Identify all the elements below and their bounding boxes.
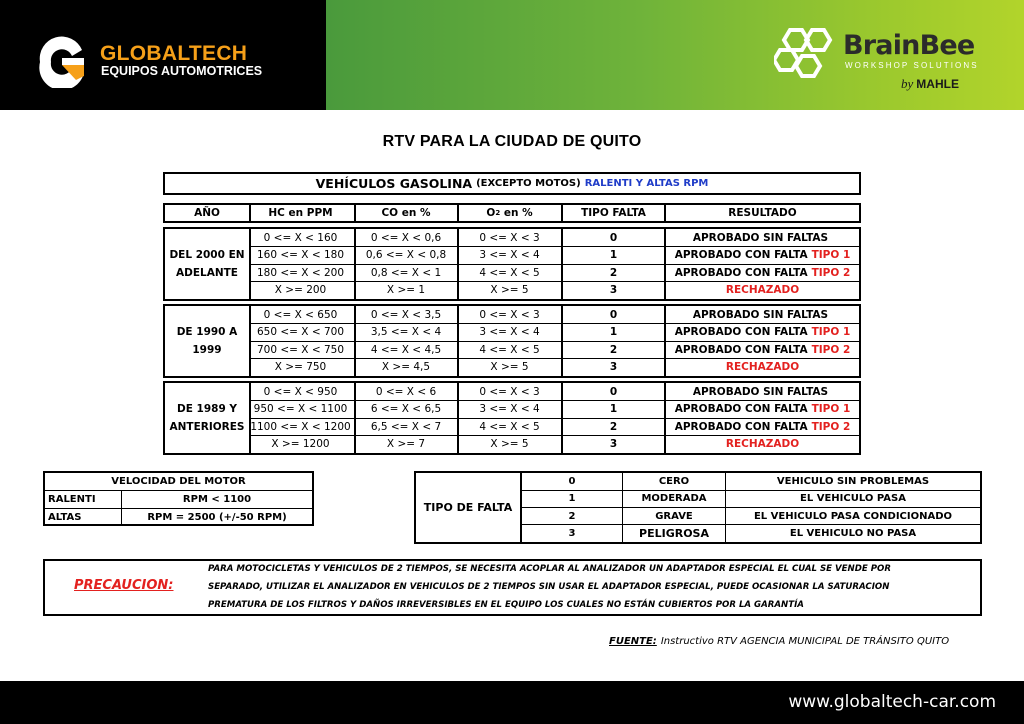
result-tag: TIPO 2	[811, 266, 851, 279]
col-o2-prefix: O	[486, 207, 496, 219]
co-range-cell: 4 <= X < 4,5	[370, 343, 442, 356]
fault-num-cell: 2	[568, 510, 576, 522]
year-group-1989	[163, 381, 861, 455]
result-tag: TIPO 1	[811, 403, 851, 416]
fault-num-cell: 3	[568, 527, 576, 539]
col-o2-suffix: en %	[500, 207, 533, 219]
o2-range-cell: 4 <= X < 5	[479, 420, 540, 433]
partner-tagline: WORKSHOP SOLUTIONS	[845, 61, 979, 70]
year-range-line: DEL 2000 EN	[169, 249, 245, 261]
hc-range-cell: X >= 1200	[271, 438, 330, 451]
result-cell	[666, 229, 859, 247]
result-tag: RECHAZADO	[725, 361, 800, 374]
engine-speed-value: RPM = 2500 (+/-50 RPM)	[147, 512, 287, 523]
tipo-range-cell: 2	[609, 420, 618, 433]
result-cell	[666, 264, 859, 282]
result-text: APROBADO CON FALTA	[674, 326, 808, 339]
result-text: APROBADO CON FALTA	[674, 343, 808, 356]
fault-desc-cell: VEHICULO SIN PROBLEMAS	[776, 476, 930, 488]
fault-name-cell: GRAVE	[655, 510, 693, 522]
o2-range-cell: 4 <= X < 5	[479, 343, 540, 356]
co-range-cell: 6 <= X < 6,5	[370, 403, 442, 416]
year-range-label	[165, 229, 249, 299]
partner-by-line	[901, 76, 959, 92]
result-text: APROBADO CON FALTA	[674, 249, 808, 262]
website-link[interactable]: www.globaltech-car.com	[788, 692, 996, 712]
source-label: FUENTE:	[609, 636, 657, 647]
tipo-range-cell: 0	[609, 385, 618, 398]
tipo-range-cell: 3	[609, 361, 618, 374]
tipo-range-cell: 1	[609, 249, 618, 262]
result-tag: TIPO 2	[811, 343, 851, 356]
result-tag: TIPO 1	[811, 249, 851, 262]
result-cell	[666, 324, 859, 342]
engine-speed-label: RALENTI	[48, 494, 96, 505]
fault-desc-cell: EL VEHICULO NO PASA	[789, 527, 917, 539]
brand-title: GLOBALTECH	[100, 42, 248, 65]
o2-range-cell: 4 <= X < 5	[479, 266, 540, 279]
globaltech-g-logo-icon	[32, 36, 92, 88]
o2-range-cell: X >= 5	[490, 361, 529, 374]
page-title: RTV PARA LA CIUDAD DE QUITO	[382, 133, 642, 150]
result-tag: RECHAZADO	[725, 284, 800, 297]
col-o2	[459, 205, 560, 221]
hc-range-cell: 160 <= X < 180	[256, 249, 345, 262]
result-text: APROBADO SIN FALTAS	[692, 231, 829, 244]
year-range-label	[165, 306, 249, 376]
tipo-range-cell: 2	[609, 343, 618, 356]
result-tag: RECHAZADO	[725, 438, 800, 451]
o2-range-cell: 3 <= X < 4	[479, 326, 540, 339]
col-result: RESULTADO	[728, 207, 797, 219]
tipo-range-cell: 1	[609, 403, 618, 416]
year-group-2000	[163, 227, 861, 301]
result-cell	[666, 341, 859, 359]
hc-range-cell: 650 <= X < 700	[256, 326, 345, 339]
co-range-cell: X >= 4,5	[381, 361, 431, 374]
co-range-cell: 6,5 <= X < 7	[370, 420, 442, 433]
co-range-cell: 0 <= X < 3,5	[370, 308, 442, 321]
hc-range-cell: 1100 <= X < 1200	[250, 420, 351, 433]
result-text: APROBADO SIN FALTAS	[692, 308, 829, 321]
result-text: APROBADO CON FALTA	[674, 403, 808, 416]
tipo-range-cell: 0	[609, 308, 618, 321]
tipo-range-cell: 3	[609, 284, 618, 297]
col-co: CO en %	[381, 207, 431, 219]
partner-by-text: by	[901, 76, 914, 91]
engine-speed-value: RPM < 1100	[182, 494, 252, 505]
globaltech-logo-panel	[0, 0, 326, 110]
fault-num-cell: 0	[568, 476, 576, 488]
hc-range-cell: X >= 750	[274, 361, 327, 374]
result-cell	[666, 418, 859, 436]
co-range-cell: 0,6 <= X < 0,8	[365, 249, 447, 262]
co-range-cell: X >= 7	[386, 438, 426, 451]
column-header-row	[163, 203, 861, 223]
fault-num-cell: 1	[568, 493, 576, 505]
fault-name-cell: MODERADA	[641, 493, 707, 505]
hc-range-cell: X >= 200	[274, 284, 327, 297]
brainbee-hexagon-icon	[774, 28, 836, 80]
result-cell	[666, 282, 859, 300]
precaution-text-line: PREMATURA DE LOS FILTROS Y DAÑOS IRREVERSIBLES EN EL EQUIPO LOS CUALES NO ESTÁN CUBIERTOS POR LA GARANTÍA	[208, 600, 804, 610]
tipo-range-cell: 3	[609, 438, 618, 451]
hc-range-cell: 180 <= X < 200	[256, 266, 345, 279]
result-cell	[666, 359, 859, 377]
o2-range-cell: 0 <= X < 3	[479, 385, 540, 398]
co-range-cell: 0 <= X < 0,6	[370, 231, 442, 244]
engine-speed-title: VELOCIDAD DEL MOTOR	[111, 476, 246, 487]
hc-range-cell: 700 <= X < 750	[256, 343, 345, 356]
result-tag: TIPO 2	[811, 420, 851, 433]
section-mode: RALENTI Y ALTAS RPM	[584, 178, 709, 189]
co-range-cell: 0 <= X < 6	[375, 385, 437, 398]
o2-range-cell: X >= 5	[490, 438, 529, 451]
result-cell	[666, 247, 859, 265]
fault-name-cell: CERO	[658, 476, 690, 488]
year-range-line: ADELANTE	[176, 267, 238, 279]
year-range-line: DE 1989 Y	[176, 403, 238, 415]
partner-parent-name: MAHLE	[916, 77, 959, 91]
col-fault-type: TIPO FALTA	[581, 207, 646, 219]
result-text: APROBADO CON FALTA	[674, 266, 808, 279]
section-title: VEHÍCULOS GASOLINA	[315, 176, 473, 191]
co-range-cell: 3,5 <= X < 4	[370, 326, 442, 339]
result-cell	[666, 306, 859, 324]
tipo-range-cell: 2	[609, 266, 618, 279]
page-header	[0, 0, 1024, 110]
source-note	[609, 636, 949, 647]
precaution-text-line: PARA MOTOCICLETAS Y VEHICULOS DE 2 TIEMPOS, SE NECESITA ACOPLAR AL ANALIZADOR UN ADAPTADOR ESPECIAL EL CUAL SE VENDE POR	[208, 564, 891, 574]
precaution-text-line: SEPARADO, UTILIZAR EL ANALIZADOR EN VEHICULOS DE 2 TIEMPOS SIN USAR EL ADAPTADOR ESPECIAL, PUEDE OCASIONAR LA SATURACION	[208, 582, 890, 592]
page-footer	[0, 681, 1024, 724]
col-o2-sub: 2	[495, 209, 501, 217]
year-group-1990	[163, 304, 861, 378]
result-cell	[666, 383, 859, 401]
co-range-cell: X >= 1	[386, 284, 426, 297]
fault-desc-cell: EL VEHICULO PASA	[800, 493, 906, 505]
fault-desc-cell: EL VEHICULO PASA CONDICIONADO	[753, 510, 953, 522]
section-header	[163, 172, 861, 195]
col-hc: HC en PPM	[268, 207, 333, 219]
year-range-line: DE 1990 A	[176, 326, 238, 338]
o2-range-cell: 0 <= X < 3	[479, 231, 540, 244]
o2-range-cell: 3 <= X < 4	[479, 403, 540, 416]
precaution-label: PRECAUCION:	[74, 578, 174, 593]
hc-range-cell: 0 <= X < 650	[263, 308, 338, 321]
result-cell	[666, 436, 859, 454]
year-range-label	[165, 383, 249, 453]
tipo-range-cell: 1	[609, 326, 618, 339]
year-range-line: 1999	[192, 344, 222, 356]
engine-speed-table	[43, 471, 314, 526]
co-range-cell: 0,8 <= X < 1	[370, 266, 442, 279]
section-qualifier: (EXCEPTO MOTOS)	[476, 178, 581, 189]
o2-range-cell: 0 <= X < 3	[479, 308, 540, 321]
hc-range-cell: 0 <= X < 160	[263, 231, 338, 244]
result-tag: TIPO 1	[811, 326, 851, 339]
partner-title: BrainBee	[843, 30, 975, 61]
engine-speed-label: ALTAS	[48, 512, 82, 523]
result-text: APROBADO SIN FALTAS	[692, 385, 829, 398]
tipo-range-cell: 0	[609, 231, 618, 244]
o2-range-cell: X >= 5	[490, 284, 529, 297]
result-cell	[666, 401, 859, 419]
fault-name-cell: PELIGROSA	[639, 526, 709, 540]
year-range-line: ANTERIORES	[169, 421, 245, 433]
fault-type-title: TIPO DE FALTA	[423, 501, 513, 514]
brand-subtitle: EQUIPOS AUTOMOTRICES	[101, 64, 263, 78]
o2-range-cell: 3 <= X < 4	[479, 249, 540, 262]
result-text: APROBADO CON FALTA	[674, 420, 808, 433]
source-text: Instructivo RTV AGENCIA MUNICIPAL DE TRÁNSITO QUITO	[660, 636, 950, 647]
col-year: AÑO	[194, 207, 220, 219]
fault-type-table	[414, 471, 982, 544]
hc-range-cell: 950 <= X < 1100	[253, 403, 348, 416]
hc-range-cell: 0 <= X < 950	[263, 385, 338, 398]
